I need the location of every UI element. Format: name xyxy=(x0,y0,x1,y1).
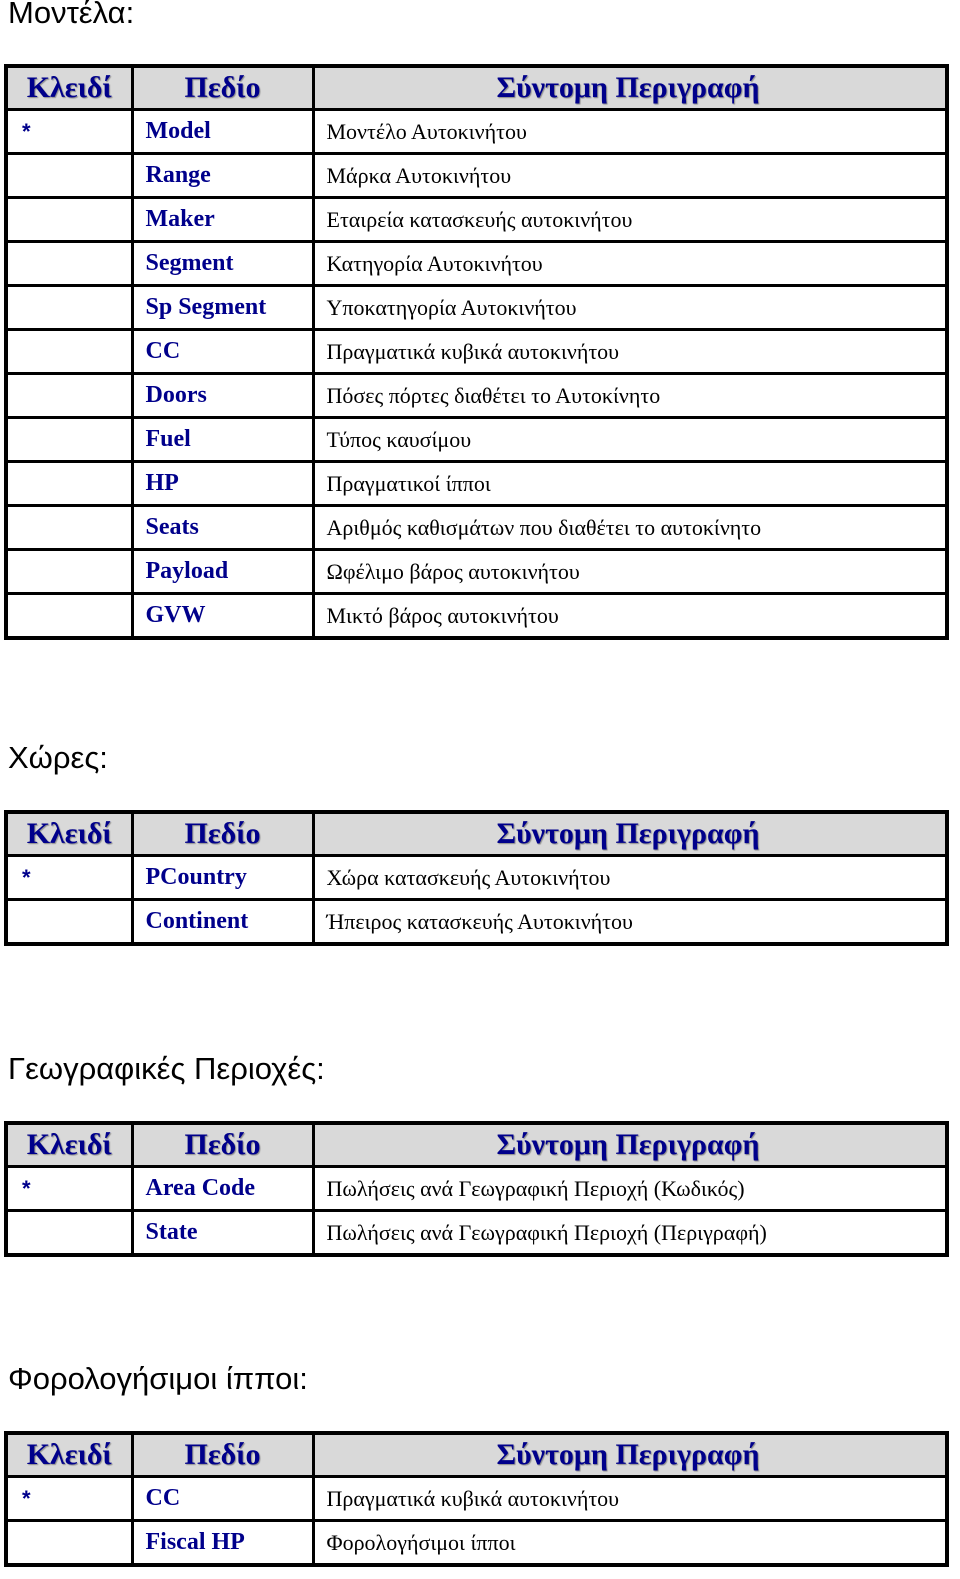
field-cell: GVW xyxy=(132,594,313,639)
table-header-row xyxy=(6,66,947,110)
section-title-countries: Χώρες: xyxy=(8,740,108,775)
key-column-header: Κλειδί xyxy=(6,1123,132,1167)
key-column-header: Κλειδί xyxy=(6,1433,132,1477)
key-cell: * xyxy=(6,856,132,900)
key-cell xyxy=(6,374,132,418)
table-header-row xyxy=(6,1433,947,1477)
field-cell: Sp Segment xyxy=(132,286,313,330)
description-cell: Μοντέλο Αυτοκινήτου xyxy=(313,110,947,154)
description-column-header: Σύντομη Περιγραφή xyxy=(313,812,947,856)
table-row xyxy=(6,242,947,286)
key-column-header: Κλειδί xyxy=(6,812,132,856)
description-cell: Κατηγορία Αυτοκινήτου xyxy=(313,242,947,286)
description-cell: Τύπος καυσίμου xyxy=(313,418,947,462)
field-cell: HP xyxy=(132,462,313,506)
section-title-fiscal-hp: Φορολογήσιμοι ίπποι: xyxy=(8,1361,308,1396)
table-row xyxy=(6,856,947,900)
table-row xyxy=(6,374,947,418)
key-cell: * xyxy=(6,1477,132,1521)
table-header-row xyxy=(6,812,947,856)
field-cell: Range xyxy=(132,154,313,198)
table-row xyxy=(6,594,947,639)
key-cell xyxy=(6,1211,132,1256)
field-cell: Payload xyxy=(132,550,313,594)
description-cell: Πωλήσεις ανά Γεωγραφική Περιοχή (Περιγραφή) xyxy=(313,1211,947,1256)
field-cell: State xyxy=(132,1211,313,1256)
table-row xyxy=(6,154,947,198)
field-column-header: Πεδίο xyxy=(132,1433,313,1477)
field-column-header: Πεδίο xyxy=(132,1123,313,1167)
field-cell: Continent xyxy=(132,900,313,945)
description-cell: Μικτό βάρος αυτοκινήτου xyxy=(313,594,947,639)
table-row xyxy=(6,506,947,550)
key-cell xyxy=(6,1521,132,1566)
description-cell: Μάρκα Αυτοκινήτου xyxy=(313,154,947,198)
section-title-models: Μοντέλα: xyxy=(8,0,135,30)
field-cell: Maker xyxy=(132,198,313,242)
table-row xyxy=(6,330,947,374)
table-header-row xyxy=(6,1123,947,1167)
key-cell xyxy=(6,154,132,198)
description-cell: Αριθμός καθισμάτων που διαθέτει το αυτοκίνητο xyxy=(313,506,947,550)
key-cell xyxy=(6,198,132,242)
field-cell: CC xyxy=(132,330,313,374)
key-cell: * xyxy=(6,110,132,154)
field-cell: Model xyxy=(132,110,313,154)
description-cell: Πραγματικοί ίπποι xyxy=(313,462,947,506)
field-cell: PCountry xyxy=(132,856,313,900)
table-row xyxy=(6,1521,947,1566)
field-column-header: Πεδίο xyxy=(132,812,313,856)
table-row xyxy=(6,900,947,945)
key-cell xyxy=(6,550,132,594)
description-column-header: Σύντομη Περιγραφή xyxy=(313,66,947,110)
models-table xyxy=(4,64,949,640)
fiscal-hp-table xyxy=(4,1431,949,1567)
table-row xyxy=(6,1167,947,1211)
field-cell: Fuel xyxy=(132,418,313,462)
description-column-header: Σύντομη Περιγραφή xyxy=(313,1433,947,1477)
key-cell xyxy=(6,242,132,286)
countries-table xyxy=(4,810,949,946)
description-cell: Πωλήσεις ανά Γεωγραφική Περιοχή (Κωδικός) xyxy=(313,1167,947,1211)
key-cell xyxy=(6,330,132,374)
description-cell: Χώρα κατασκευής Αυτοκινήτου xyxy=(313,856,947,900)
description-column-header: Σύντομη Περιγραφή xyxy=(313,1123,947,1167)
table-row xyxy=(6,1477,947,1521)
description-cell: Πόσες πόρτες διαθέτει το Αυτοκίνητο xyxy=(313,374,947,418)
regions-table xyxy=(4,1121,949,1257)
section-title-regions: Γεωγραφικές Περιοχές: xyxy=(8,1051,325,1086)
description-cell: Πραγματικά κυβικά αυτοκινήτου xyxy=(313,330,947,374)
key-cell xyxy=(6,594,132,639)
field-cell: Segment xyxy=(132,242,313,286)
table-row xyxy=(6,110,947,154)
key-cell xyxy=(6,506,132,550)
table-row xyxy=(6,198,947,242)
description-cell: Φορολογήσιμοι ίπποι xyxy=(313,1521,947,1566)
field-cell: CC xyxy=(132,1477,313,1521)
key-cell: * xyxy=(6,1167,132,1211)
description-cell: Ήπειρος κατασκευής Αυτοκινήτου xyxy=(313,900,947,945)
table-row xyxy=(6,462,947,506)
field-cell: Doors xyxy=(132,374,313,418)
key-cell xyxy=(6,462,132,506)
table-row xyxy=(6,418,947,462)
table-row xyxy=(6,1211,947,1256)
field-cell: Fiscal HP xyxy=(132,1521,313,1566)
key-cell xyxy=(6,900,132,945)
key-cell xyxy=(6,418,132,462)
table-row xyxy=(6,286,947,330)
key-cell xyxy=(6,286,132,330)
field-column-header: Πεδίο xyxy=(132,66,313,110)
field-cell: Area Code xyxy=(132,1167,313,1211)
description-cell: Ωφέλιμο βάρος αυτοκινήτου xyxy=(313,550,947,594)
description-cell: Πραγματικά κυβικά αυτοκινήτου xyxy=(313,1477,947,1521)
table-row xyxy=(6,550,947,594)
description-cell: Υποκατηγορία Αυτοκινήτου xyxy=(313,286,947,330)
key-column-header: Κλειδί xyxy=(6,66,132,110)
description-cell: Εταιρεία κατασκευής αυτοκινήτου xyxy=(313,198,947,242)
field-cell: Seats xyxy=(132,506,313,550)
